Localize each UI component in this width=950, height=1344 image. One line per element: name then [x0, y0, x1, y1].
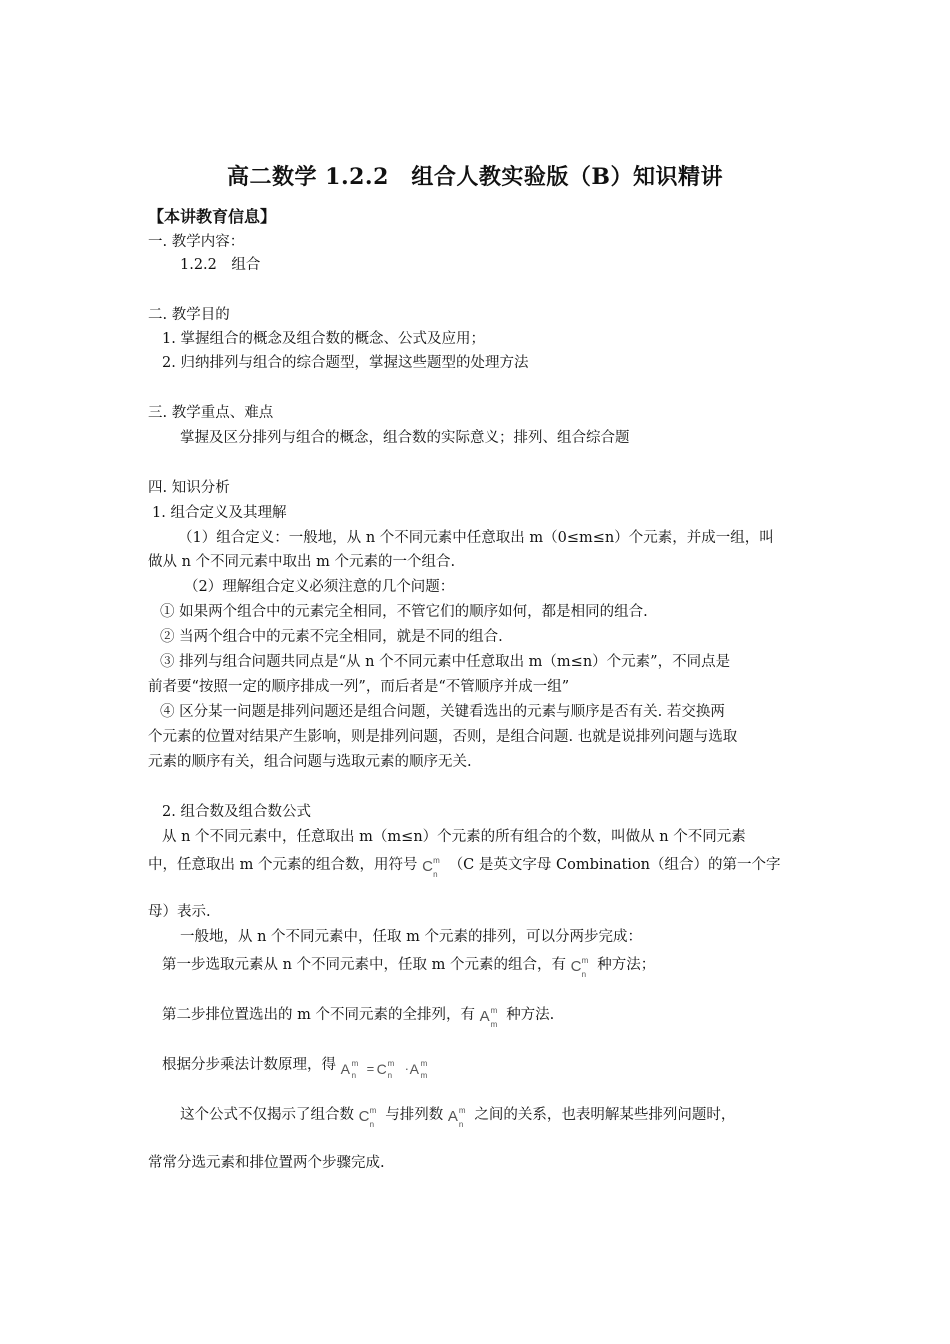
s4-c3: 母）表示. — [148, 904, 211, 920]
s4-step2b: 种方法. — [506, 1007, 555, 1023]
combination-symbol: C m n — [570, 956, 589, 979]
s4-step1b: 种方法； — [597, 957, 656, 973]
s4-rel1c: 之间的关系，也表明解某些排列问题时， — [474, 1107, 736, 1123]
s4-point4c: 元素的顺序有关，组合问题与选取元素的顺序无关. — [148, 754, 472, 770]
s4-heading: 四. 知识分析 — [148, 480, 230, 496]
s4-sub1: 1. 组合定义及其理解 — [152, 505, 287, 521]
s4-rel2: 常常分选元素和排位置两个步骤完成. — [148, 1155, 385, 1171]
s4-rel1 — [180, 1103, 735, 1127]
page-title: 高二数学 1.2.2 组合人教实验版（B）知识精讲 — [227, 164, 723, 190]
s2-item-2: 2. 归纳排列与组合的综合题型，掌握这些题型的处理方法 — [162, 355, 529, 371]
s4-point3b: 前者要“按照一定的顺序排成一列”，而后者是“不管顺序并成一组” — [148, 679, 570, 695]
combination-symbol: C m n — [358, 1106, 377, 1129]
s4-step2a: 第二步排位置选出的 m 个不同元素的全排列，有 — [162, 1007, 475, 1023]
s4-c2b: （C 是英文字母 Combination（组合）的第一个字 — [448, 857, 781, 873]
permutation-symbol: A m n — [447, 1106, 466, 1129]
s4-rule — [162, 1053, 441, 1080]
s4-rule-text: 根据分步乘法计数原理，得 — [162, 1057, 336, 1073]
s4-g1: 一般地，从 n 个不同元素中，任取 m 个元素的排列，可以分两步完成： — [180, 929, 643, 945]
s4-point1: ① 如果两个组合中的元素完全相同，不管它们的顺序如何，都是相同的组合. — [160, 604, 648, 620]
s1-item: 1.2.2 组合 — [180, 257, 261, 273]
s4-c1: 从 n 个不同元素中，任意取出 m（m≤n）个元素的所有组合的个数，叫做从 n 个不同元素 — [162, 829, 746, 845]
s3-heading: 三. 教学重点、难点 — [148, 405, 274, 421]
formula: A m n = C m n · A m m — [340, 1059, 428, 1080]
s1-heading: 一. 教学内容： — [148, 234, 245, 250]
s4-def1b: 做从 n 个不同元素中取出 m 个元素的一个组合. — [148, 554, 456, 570]
s4-point2: ② 当两个组合中的元素不完全相同，就是不同的组合. — [160, 629, 503, 645]
s4-sub2: 2. 组合数及组合数公式 — [162, 804, 311, 820]
s4-point4a: ④ 区分某一问题是排列问题还是组合问题，关键看选出的元素与顺序是否有关. 若交换两 — [160, 704, 725, 720]
s4-rel1b: 与排列数 — [385, 1107, 444, 1123]
s4-point3a: ③ 排列与组合问题共同点是“从 n 个不同元素中任意取出 m（m≤n）个元素”，不同点是 — [160, 654, 731, 670]
s3-text: 掌握及区分排列与组合的概念，组合数的实际意义；排列、组合综合题 — [180, 430, 630, 446]
s4-rel1a: 这个公式不仅揭示了组合数 — [180, 1107, 354, 1123]
section-header: 【本讲教育信息】 — [148, 207, 277, 226]
s4-def1a: （1）组合定义：一般地，从 n 个不同元素中任意取出 m（0≤m≤n）个元素，并成一组，叫 — [178, 530, 774, 546]
s4-c2 — [148, 853, 781, 877]
s4-step1 — [162, 953, 655, 977]
s4-def2: （2）理解组合定义必须注意的几个问题： — [184, 579, 455, 595]
s4-step1a: 第一步选取元素从 n 个不同元素中，任取 m 个元素的组合，有 — [162, 957, 567, 973]
permutation-symbol: A m m — [479, 1006, 498, 1029]
s4-step2 — [162, 1003, 554, 1027]
s4-point4b: 个元素的位置对结果产生影响，则是排列问题，否则，是组合问题. 也就是说排列问题与选取 — [148, 729, 738, 745]
combination-symbol: C m n — [422, 856, 440, 879]
s2-heading: 二. 教学目的 — [148, 307, 230, 323]
s2-item-1: 1. 掌握组合的概念及组合数的概念、公式及应用； — [162, 331, 485, 347]
s4-c2a: 中，任意取出 m 个元素的组合数，用符号 — [148, 857, 418, 873]
